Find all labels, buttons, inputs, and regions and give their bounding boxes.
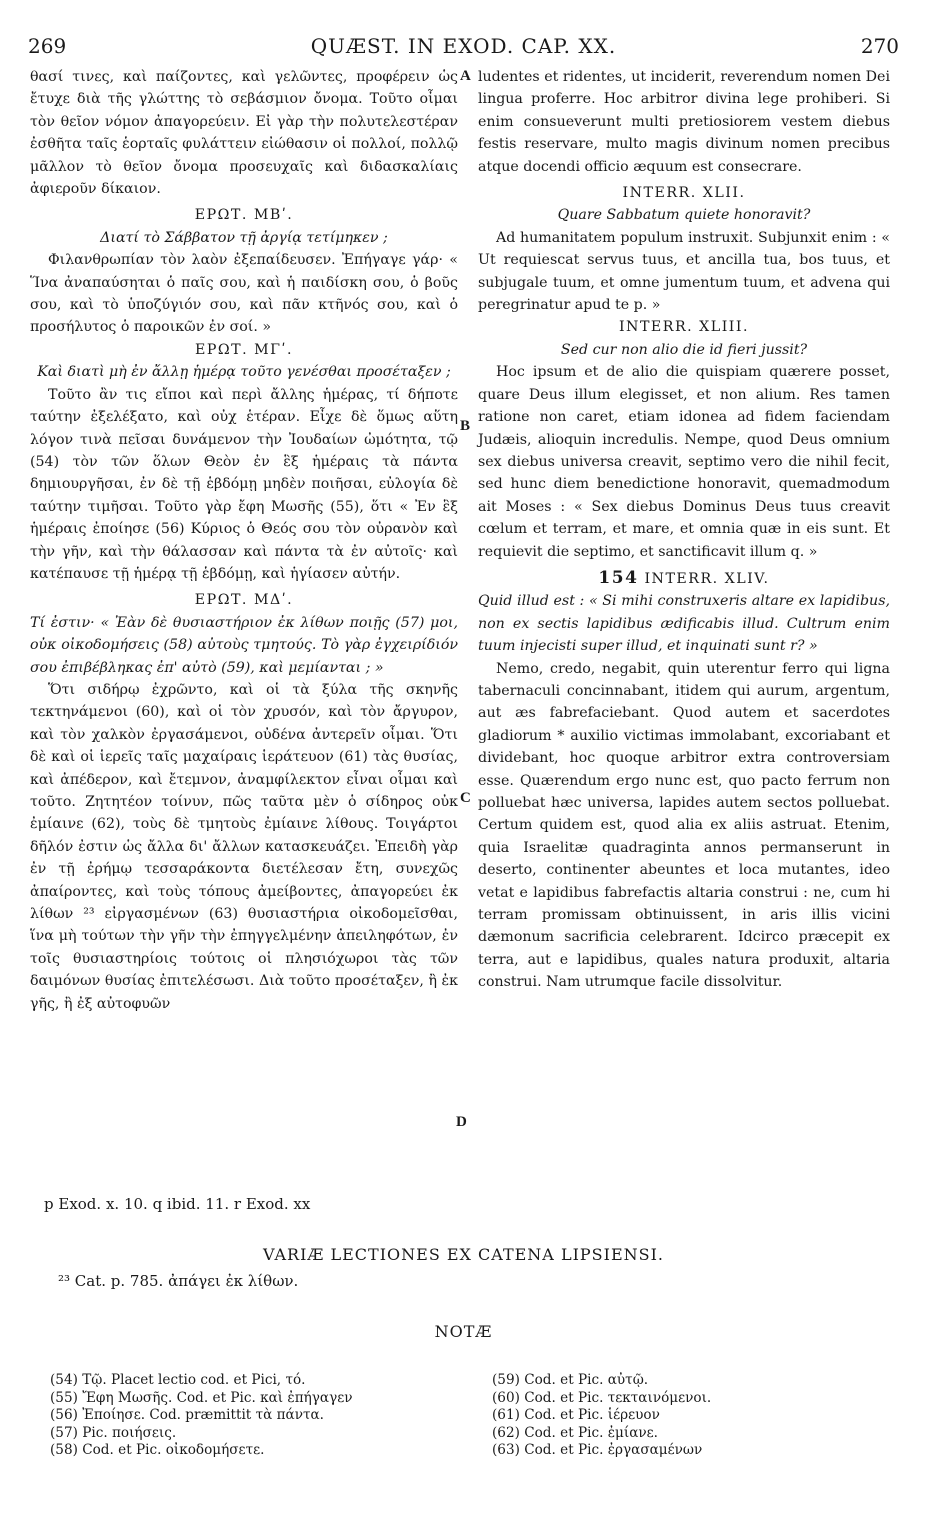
notae-title: NOTÆ: [434, 1322, 493, 1341]
greek-question-43: Καὶ διατὶ μὴ ἐν ἄλλῃ ἡμέρᾳ τοῦτο γενέσθαι προσέταξεν ;: [37, 364, 451, 381]
page-number-left: 269: [28, 34, 67, 58]
latin-paragraph-43: Hoc ipsum et de alio die quispiam quærere posset, quare Deus illum elegisset, et non alium. Res tamen ratione non caret, etiam idonea ad fidem faciendam Judæis, alioquin incredulis. Nempe, quod Deus omnium sex diebus universa creavit, septimo vero die nihil fecit, sed hunc diem benedictione honoravit, quemadmodum ait Moses : « Sex diebus Dominus Deus tuus creavit cœlum et terram, et mare, et omnia quæ in eis sunt. Et requievit die septimo, et sanctificavit illum q. »: [478, 364, 890, 560]
greek-heading-43: ΕΡΩΤ. ΜΓʹ.: [195, 341, 293, 358]
latin-paragraph-0: ludentes et ridentes, ut inciderit, reverendum nomen Dei lingua proferre. Hoc arbitror divina lege prohiberi. Si enim consueverunt multi pretiosiorem vestem diebus festis reservare, multo magis divinum nomen precibus atque docendi officio æquum est consecrare.: [478, 69, 890, 175]
latin-heading-43: INTERR. XLIII.: [618, 319, 750, 336]
notes-left-column: [50, 1372, 480, 1460]
note-item: (58) Cod. et Pic. οἰκοδομήσετε.: [50, 1442, 265, 1459]
greek-paragraph-0: θασί τινες, καὶ παίζοντες, καὶ γελῶντες, προφέρειν ὡς ἔτυχε διὰ τῆς γλώττης τὸ σεβάσμιον ὄνομα. Τοῦτο οἶμαι τὸν θεῖον νόμον ἀπαγορεύειν. Εἰ γὰρ τὴν πολυτελεστέραν ἐσθῆτα ταῖς ἑορταῖς φυλάττειν εἰώθασιν οἱ πολλοί, πολλῷ μᾶλλον τὸ θεῖον ὄνομα προσευχαῖς καὶ διδασκαλίαις ἀφιεροῦν δίκαιον.: [30, 69, 458, 198]
margin-marker-b: B: [460, 418, 471, 434]
latin-column: [478, 66, 890, 994]
margin-marker-c: C: [460, 790, 471, 806]
variae-line: ²³ Cat. p. 785. ἀπάγει ἐκ λίθων.: [58, 1272, 299, 1290]
greek-heading-44: ΕΡΩΤ. ΜΔʹ.: [194, 592, 294, 609]
greek-paragraph-42: Φιλανθρωπίαν τὸν λαὸν ἐξεπαίδευσεν. Ἐπήγαγε γάρ· « Ἵνα ἀναπαύσηται ὁ παῖς σου, καὶ ἡ παιδίσκη σου, ὁ βοῦς σου, καὶ τὸ ὑποζύγιόν σου, καὶ πᾶν κτῆνός σου, καὶ ὁ προσήλυτος ὁ παροικῶν ἐν σοί. »: [30, 252, 458, 336]
greek-paragraph-43: Τοῦτο ἂν τις εἴποι καὶ περὶ ἄλλης ἡμέρας, τί δήποτε ταύτην ἐξελέξατο, καὶ οὐχ ἑτέραν. Εἶχε δὲ ὅμως αὕτη λόγον τινὰ πεῖσαι δυνάμενον τὴν Ἰουδαίων ὠμότητα, τῷ (54) τὸν τῶν ὅλων Θεὸν ἐν ἓξ ἡμέραις τὰ πάντα δημιουργῆσαι, ἐν δὲ τῇ ἑβδόμῃ μηδὲν ποιῆσαι, εὐλογία δὲ ταύτην τιμῆσαι. Τοῦτο γὰρ ἔφη Μωσῆς (55), ὅτι « Ἐν ἓξ ἡμέραις ἐποίησε (56) Κύριος ὁ Θεός σου τὸν οὐρανὸν καὶ τὴν γῆν, καὶ τὴν θάλασσαν καὶ πάντα τὰ ἐν αὐτοῖς· καὶ κατέπαυσε τῇ ἡμέρᾳ τῇ ἑβδόμῃ, καὶ ἡγίασεν αὐτήν.: [30, 386, 458, 582]
note-item: (55) Ἔφη Μωσῆς. Cod. et Pic. καὶ ἐπήγαγεν: [50, 1389, 353, 1406]
margin-marker-a: A: [460, 68, 471, 84]
greek-paragraph-44: Ὅτι σιδήρῳ ἐχρῶντο, καὶ οἱ τὰ ξύλα τῆς σκηνῆς τεκτηνάμενοι (60), καὶ οἱ τὸν χρυσόν, καὶ τὸν ἄργυρον, καὶ τὸν χαλκὸν ἐργασάμενοι, οὐδένα ἀντερεῖν οἶμαι. Ὅτι δὲ καὶ οἱ ἱερεῖς ταῖς μαχαίραις ἱεράτευον (61) τὰς θυσίας, καὶ ἀπέδερον, καὶ ἔτεμνον, ἀναμφίλεκτον εἶναι οἶμαι καὶ τοῦτο. Ζητητέον τοίνυν, πῶς ταῦτα μὲν ὁ σίδηρος οὐκ ἐμίαινε (62), τοὺς δὲ τμητοὺς ἐμίαινε λίθους. Τοιγάρτοι δῆλόν ἐστιν ὡς ἄλλα δι' ἄλλων κατασκευάζει. Ἐπειδὴ γὰρ ἐν τῇ ἐρήμῳ τεσσαράκοντα διετέλεσαν ἔτη, συνεχῶς ἀπαίροντες, καὶ τοὺς τόπους ἀμείβοντες, ἀπαγορεύει ἐκ λίθων ²³ εἰργασμένων (63) θυσιαστήρια οἰκοδομεῖσθαι, ἵνα μὴ τούτων τὴν γῆν τὴν ἐπηγγελμένην ἀπειληφότων, ἐν τοῖς θυσιαστηρίοις τούτοις οἱ πλησιόχωροι τὰς τῶν δαιμόνων θυσίας ἐπιτελέσωσι. Διὰ τοῦτο προσέταξεν, ἢ ἐκ γῆς, ἢ ἐξ αὐτοφυῶν: [30, 681, 458, 1012]
notes-right-column: [492, 1372, 892, 1460]
note-item: (56) Ἐποίησε. Cod. præmittit τὰ πάντα.: [50, 1407, 324, 1424]
variae-title: VARIÆ LECTIONES EX CATENA LIPSIENSI.: [263, 1245, 664, 1264]
latin-heading-42: INTERR. XLII.: [622, 185, 746, 202]
note-item: (61) Cod. et Pic. ἱέρευον: [492, 1407, 660, 1424]
greek-heading-42: ΕΡΩΤ. ΜΒʹ.: [194, 207, 294, 224]
note-item: (60) Cod. et Pic. τεκταινόμενοι.: [492, 1389, 712, 1406]
latin-heading-44-text: INTERR. XLIV.: [644, 570, 770, 587]
greek-question-42: Διατί τὸ Σάββατον τῇ ἀργίᾳ τετίμηκεν ;: [100, 229, 388, 246]
note-item: (62) Cod. et Pic. ἐμίανε.: [492, 1424, 658, 1441]
latin-question-42: Quare Sabbatum quiete honoravit?: [557, 207, 811, 224]
scripture-references: p Exod. x. 10. q ibid. 11. r Exod. xx: [44, 1195, 311, 1213]
column-number: 154: [598, 567, 639, 588]
note-item: (54) Τῷ. Placet lectio cod. et Pici, τό.: [50, 1372, 306, 1388]
note-item: (63) Cod. et Pic. ἐργασαμένων: [492, 1442, 703, 1459]
note-item: (57) Pic. ποιήσεις.: [50, 1424, 177, 1441]
running-header: [28, 34, 899, 64]
margin-marker-d: D: [456, 1114, 467, 1130]
running-title: QUÆST. IN EXOD. CAP. XX.: [310, 34, 617, 58]
note-item: (59) Cod. et Pic. αὐτῷ.: [492, 1372, 649, 1388]
latin-heading-44: [478, 567, 890, 590]
page-number-right: 270: [860, 34, 899, 58]
latin-question-43: Sed cur non alio die id fieri jussit?: [560, 341, 808, 358]
greek-column: [30, 66, 458, 1015]
latin-paragraph-44: Nemo, credo, negabit, quin uterentur ferro qui ligna tabernaculi concinnabant, itidem qui aurum, argentum, aut æs fabrefaciebant. Quod autem et sacerdotes gladiorum * auxilio victimas immolabant, excoriabant et dividebant, hoc quoque arbitror extra controversiam esse. Quærendum ergo nunc est, quo pacto ferrum non polluebat hæc universa, lapides autem sectos polluebat. Certum quidem est, quod alia ex aliis astruat. Etenim, quia Israelitæ quadraginta annos permanserunt in deserto, continenter abeuntes et loca mutantes, ideo vetat e lapidibus fabrefactis altaria construi : ne, cum hi terram promissam obtinuissent, in aris illis vicini dæmonum sacrificia celebrarent. Idcirco præcepit ex terra, aut e lapidibus, quales natura produxit, altaria construi. Nam utrumque facile dissolvitur.: [478, 660, 890, 991]
latin-paragraph-42: Ad humanitatem populum instruxit. Subjunxit enim : « Ut requiescat servus tuus, et ancilla tua, bos tuus, et subjugale tuum, et omne jumentum tuum, et advena qui peregrinatur apud te p. »: [478, 229, 890, 314]
greek-question-44: Τί ἐστιν· « Ἐὰν δὲ θυσιαστήριον ἐκ λίθων ποιῇς (57) μοι, οὐκ οἰκοδομήσεις (58) αὐτοὺς τμητούς. Τὸ γὰρ ἐγχειρίδιόν σου ἐπιβέβληκας ἐπ' αὐτὸ (59), καὶ μεμίανται ; »: [30, 614, 458, 676]
latin-question-44: Quid illud est : « Si mihi construxeris altare ex lapidibus, non ex sectis lapidibus ædificabis illud. Cultrum enim tuum injecisti super illud, et inquinati sunt r? »: [478, 593, 890, 655]
